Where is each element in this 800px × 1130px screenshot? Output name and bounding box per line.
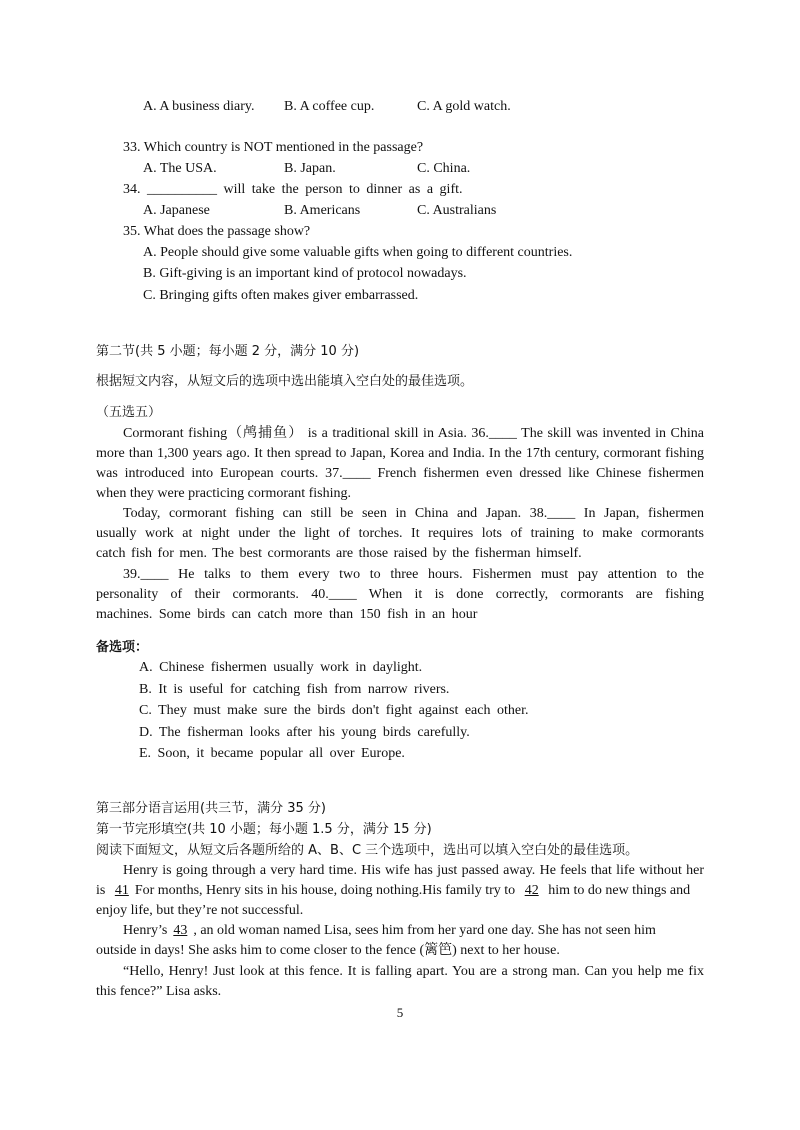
option-d: D. The fisherman looks after his young birds carefully. [139, 725, 470, 740]
passage-line-3: was introduced into European courts. 37.____ French fishermen even dressed like Chinese fishermen [96, 466, 704, 481]
section2-label: （五选五） [96, 405, 162, 420]
passage-line-1: Cormorant fishing（鸬捕鱼） is a traditional skill in Asia. 36.____ The skill was invented in China [123, 426, 704, 441]
q33-stem: 33. Which country is NOT mentioned in the passage? [123, 140, 424, 155]
cloze-p3-line-1: “Hello, Henry! Just look at this fence. It is falling apart. You are a strong man. Can you help me fix [123, 964, 704, 979]
q33-option-a: A. The USA. [143, 161, 217, 176]
passage-line-8: 39.____ He talks to them every two to three hours. Fishermen must pay attention to the [123, 567, 704, 582]
q33-option-c: C. China. [417, 161, 471, 176]
q32-option-c: C. A gold watch. [417, 99, 511, 114]
blank-42: 42 [524, 883, 539, 898]
q35-option-a: A. People should give some valuable gifts when going to different countries. [143, 245, 573, 260]
q35-option-c: C. Bringing gifts often makes giver embarrassed. [143, 288, 419, 303]
option-c: C. They must make sure the birds don't fight against each other. [139, 703, 529, 718]
q34-options [143, 202, 496, 220]
q32-option-a: A. A business diary. [143, 99, 255, 114]
option-a: A. Chinese fishermen usually work in daylight. [139, 660, 423, 675]
passage-line-5: Today, cormorant fishing can still be seen in China and Japan. 38.____ In Japan, fishermen [123, 506, 704, 521]
part3-instruction: 阅读下面短文，从短文后各题所给的 A、B、C 三个选项中，选出可以填入空白处的最佳选项。 [96, 843, 639, 858]
cloze-p1-line-3: enjoy life, but they’re not successful. [96, 903, 304, 918]
q32-options [143, 98, 511, 116]
q35-option-b: B. Gift-giving is an important kind of protocol nowadays. [143, 266, 467, 281]
q35-stem: 35. What does the passage show? [123, 224, 311, 239]
cloze-is: is [96, 883, 106, 898]
blank-43: 43 [173, 923, 188, 938]
cloze-henrys: Henry’s [123, 923, 168, 938]
cloze-p1-end: him to do new things and [548, 883, 691, 898]
q34-blank: __________ [147, 182, 217, 197]
passage-line-6: usually work at night under the light of torches. It requires lots of training to make cormorants [96, 526, 704, 541]
part3-subheading: 第一节完形填空(共 10 小题；每小题 1.5 分，满分 15 分) [96, 822, 432, 837]
q34-option-a: A. Japanese [143, 203, 210, 218]
page-number: 5 [396, 1005, 404, 1020]
passage-line-9: personality of their cormorants. 40.____ When it is done correctly, cormorants are fishing [96, 587, 704, 602]
section2-instruction: 根据短文内容，从短文后的选项中选出能填入空白处的最佳选项。 [96, 374, 474, 389]
q34-stem [123, 181, 463, 199]
cloze-p2-rest: , an old woman named Lisa, sees him from her yard one day. She has not seen him [193, 923, 656, 938]
option-b: B. It is useful for catching fish from narrow rivers. [139, 682, 450, 697]
part3-heading: 第三部分语言运用(共三节，满分 35 分) [96, 801, 326, 816]
q34-number: 34. [123, 182, 141, 197]
section2-heading: 第二节(共 5 小题；每小题 2 分，满分 10 分) [96, 344, 360, 359]
blank-41: 41 [114, 883, 129, 898]
q32-option-b: B. A coffee cup. [284, 99, 375, 114]
q34-option-c: C. Australians [417, 203, 497, 218]
cloze-p2-line-1 [123, 922, 704, 940]
passage-line-10: machines. Some birds can catch more than 150 fish in an hour [96, 607, 478, 622]
cloze-p3-line-2: this fence?” Lisa asks. [96, 984, 222, 999]
passage-line-4: when they were practicing cormorant fishing. [96, 486, 352, 501]
cloze-p1-line-2 [96, 882, 704, 900]
cloze-p1-line-1: Henry is going through a very hard time. His wife has just passed away. He feels that life without her [123, 863, 704, 878]
options-heading: 备选项： [96, 640, 149, 655]
passage-line-2: more than 1,300 years ago. It then spread to Japan, Korea and India. In the 17th century, cormorant fishing [96, 446, 704, 461]
cloze-p2-line-2: outside in days! She asks him to come closer to the fence (篱笆) next to her house. [96, 943, 560, 958]
option-e: E. Soon, it became popular all over Europe. [139, 746, 405, 761]
q34-rest: will take the person to dinner as a gift. [223, 182, 463, 197]
passage-line-7: catch fish for men. The best cormorants are those raised by the fisherman himself. [96, 546, 582, 561]
q33-options [143, 160, 470, 178]
cloze-p1-mid: For months, Henry sits in his house, doing nothing.His family try to [134, 883, 516, 898]
q33-option-b: B. Japan. [284, 161, 336, 176]
q34-option-b: B. Americans [284, 203, 361, 218]
